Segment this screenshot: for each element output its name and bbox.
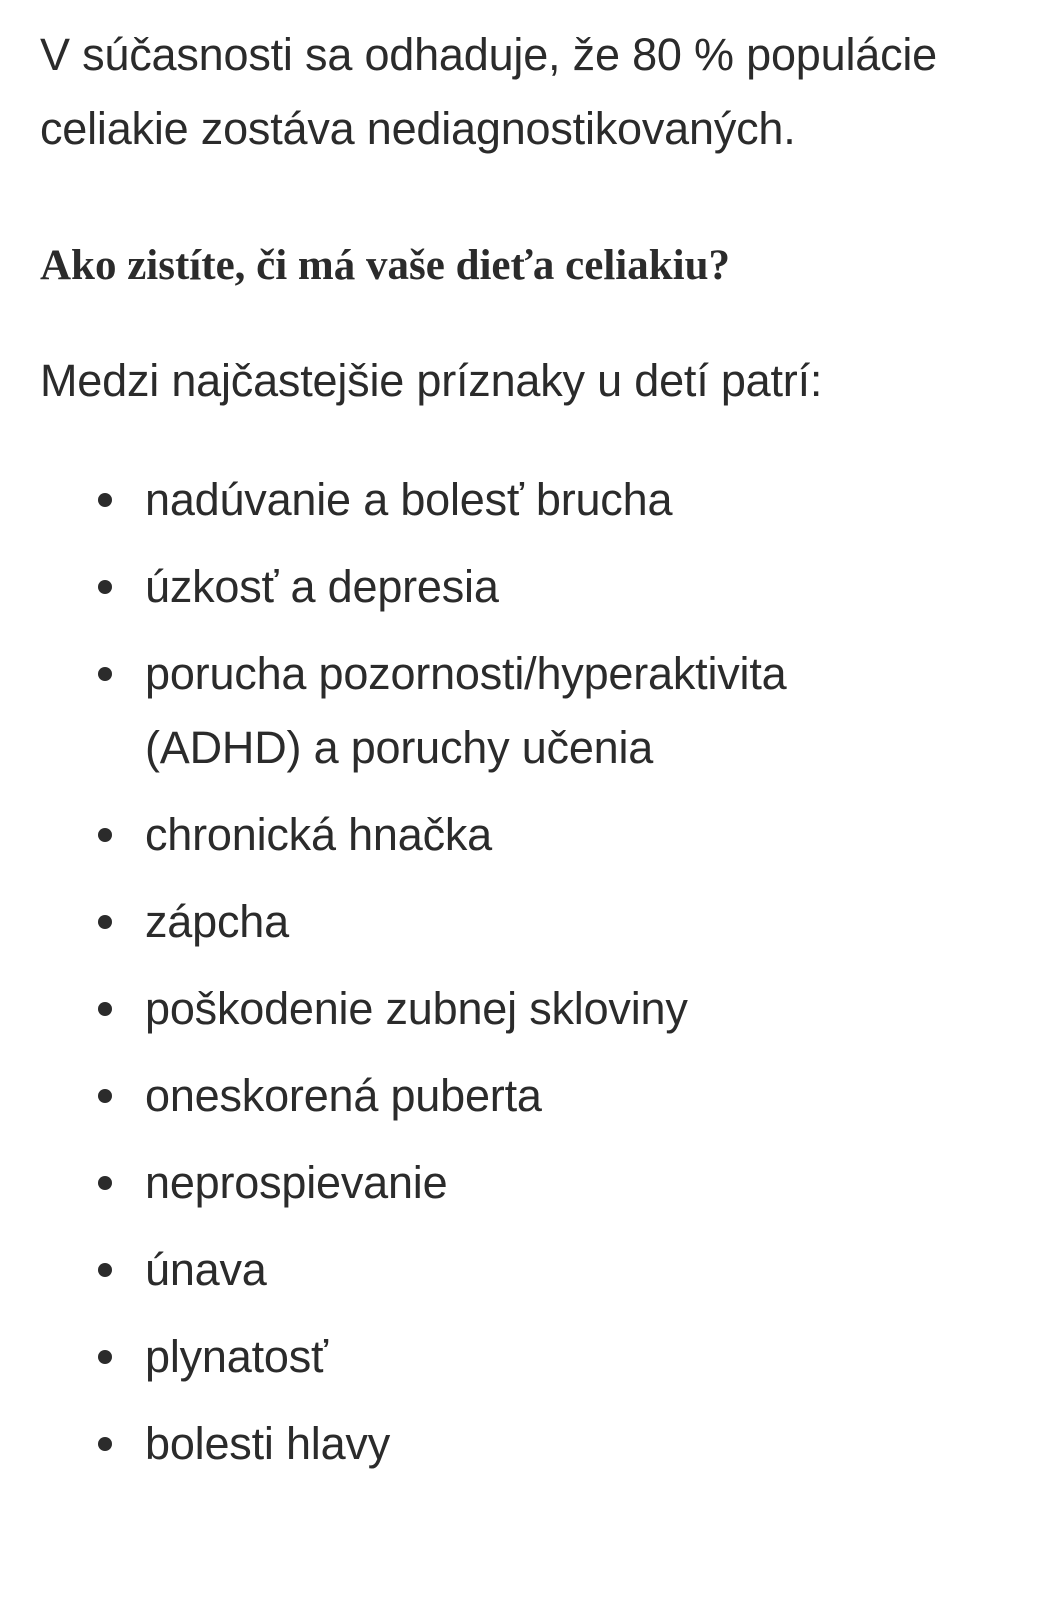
symptom-label: úzkosť a depresia [145,561,499,612]
symptom-label: chronická hnačka [145,809,493,860]
symptom-label: nadúvanie a bolesť brucha [145,474,673,525]
list-item [40,637,1000,785]
symptom-label: poškodenie zubnej skloviny [145,983,688,1034]
symptom-label: neprospievanie [145,1157,448,1208]
bullet-icon [98,1002,112,1016]
bullet-icon [98,1263,112,1277]
symptom-list [40,463,1000,1481]
list-item [40,550,1000,624]
lead-paragraph: Medzi najčastejšie príznaky u detí patrí: [40,355,823,406]
bullet-icon [98,1089,112,1103]
bullet-icon [98,1176,112,1190]
bullet-icon [98,828,112,842]
list-item [40,1059,1000,1133]
list-item [40,463,1000,537]
list-item [40,885,1000,959]
bullet-icon [98,1350,112,1364]
symptom-label: oneskorená puberta [145,1070,542,1121]
list-item [40,1146,1000,1220]
bullet-icon [98,493,112,507]
symptom-label: zápcha [145,896,289,947]
symptom-label: únava [145,1244,267,1295]
symptom-label: plynatosť [145,1331,328,1382]
section-heading: Ako zistíte, či má vaše dieťa celiakiu? [40,242,731,289]
bullet-icon [98,580,112,594]
symptom-label: bolesti hlavy [145,1418,391,1469]
bullet-icon [98,667,112,681]
intro-paragraph: V súčasnosti sa odhaduje, že 80 % populácie celiakie zostáva nediagnostikovaných. [40,29,938,154]
list-item [40,1233,1000,1307]
list-item [40,1320,1000,1394]
bullet-icon [98,1437,112,1451]
article-body [40,18,1000,1494]
list-item [40,798,1000,872]
bullet-icon [98,915,112,929]
symptom-label: porucha pozornosti/hyperaktivita (ADHD) a poruchy učenia [145,648,787,773]
list-item [40,972,1000,1046]
list-item [40,1407,1000,1481]
